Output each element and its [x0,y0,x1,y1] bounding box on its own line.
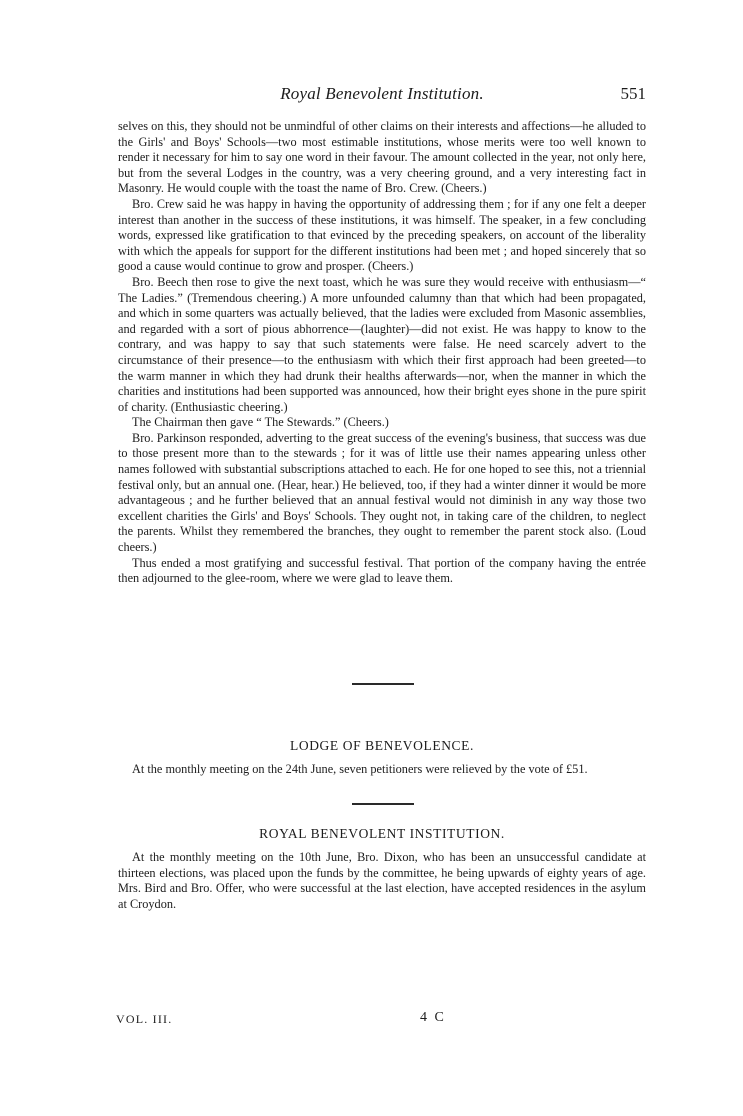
running-title: Royal Benevolent Institution. [280,84,484,103]
section-divider [352,803,414,805]
volume-label: VOL. III. [116,1012,173,1026]
section-text-lodge-of-benevolence [118,762,646,778]
section-paragraph: At the monthly meeting on the 10th June, Bro. Dixon, who has been an unsuccessful candidate at thirteen elections, was placed upon the funds by the committee, he being upwards of eighty years of age. Mrs. Bird and Bro. Offer, who were successful at the last election, have accepted residences in the asylum at Croydon. [118,850,646,911]
section-paragraph: At the monthly meeting on the 24th June, seven petitioners were relieved by the vote of £51. [132,762,588,776]
paragraph-1: selves on this, they should not be unmindful of other claims on their interests and affections—he alluded to the Girls' and Boys' Schools—two most estimable institutions, whose merits were too well known to render it necessary for him to say one word in their favour. The amount collected in the year, not only here, but from the several Lodges in the country, was a very cheering ground, and a very interesting fact in Masonry. He would couple with the toast the name of Bro. Crew. (Cheers.) [118,119,646,196]
section-text-royal-benevolent-institution [118,850,646,912]
page-number: 551 [620,84,646,103]
section-heading-royal-benevolent-institution: ROYAL BENEVOLENT INSTITUTION. [259,826,505,841]
paragraph-6: Thus ended a most gratifying and successful festival. That portion of the company having the entrée then adjourned to the glee-room, where we were glad to leave them. [118,555,646,586]
article-body [118,119,646,587]
section-heading-lodge-of-benevolence: LODGE OF BENEVOLENCE. [290,738,474,753]
paragraph-3: Bro. Beech then rose to give the next toast, which he was sure they would receive with enthusiasm—“ The Ladies.” (Tremendous cheering.) A more unfounded calumny than that which had been propagated, and which in some quarters was actually believed, that the ladies were excluded from Masonic assemblies, and regarded with a sort of pious abhorrence—(laughter)—did not exist. He was happy to know to the contrary, and was happy to say that such statements were false. He need scarcely advert to the circumstance of their presence—to the enthusiasm with which their first approach had been greeted—to the warm manner in which they had drunk their healths afterwards—nor, when the manner in which the charities and institutions had been supported was announced, how their bright eyes shone in the pure spirit of charity. (Enthusiastic cheering.) [118,274,646,414]
signature-mark: 4 C [420,1010,446,1025]
paragraph-5: Bro. Parkinson responded, adverting to the great success of the evening's business, that success was due to those present more than to the stewards ; for it was of little use their names appearing unless other names followed with substantial subscriptions attached to each. He for one hoped to see this, not a triennial festival only, but an annual one. (Hear, hear.) He believed, too, if they had a winter dinner it would be more advantageous ; and he further believed that an annual festival would not diminish in any way those two excellent charities the Girls' and Boys' Schools. They ought not, in taking care of the children, to neglect the parents. Whilst they remembered the branches, they ought to remember the parent stock also. (Loud cheers.) [118,430,646,555]
paragraph-2: Bro. Crew said he was happy in having the opportunity of addressing them ; for if any one felt a deeper interest than another in the success of these institutions, it was himself. The speaker, in a few concluding words, expressed like gratification to that evinced by the preceding speakers, on account of the liberality with which the appeals for support for the different institutions had been met ; and hoped sincerely that so good a cause would continue to grow and prosper. (Cheers.) [118,196,646,274]
running-head [118,84,646,108]
paragraph-4: The Chairman then gave “ The Stewards.” (Cheers.) [132,415,389,430]
section-divider [352,683,414,685]
